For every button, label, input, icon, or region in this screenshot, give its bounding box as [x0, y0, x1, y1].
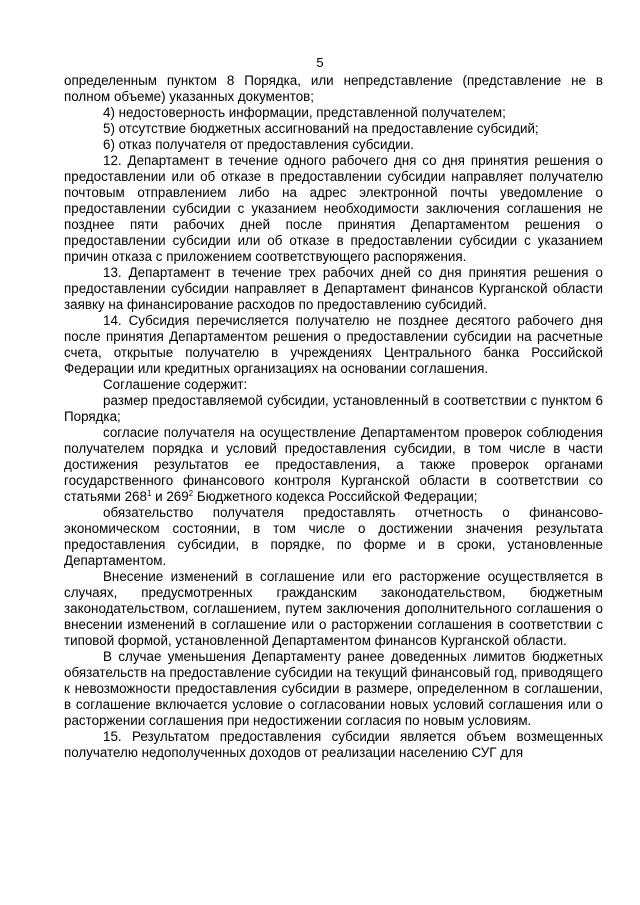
paragraph-clause-13: 13. Департамент в течение трех рабочих дней со дня принятия решения о предоставлении субсидии направляет в Департамент финансов Курганской области заявку на финансирование расходов по предоставлению субсидий.: [64, 265, 603, 312]
text-span: согласие получателя на осуществление Департаментом проверок соблюдения получателем порядка и условий предоставления субсидии, в том числе в части достижения результатов ее предоставления, а также проверок органами государственного финансового контроля Курганской области в соответствии со статьями 268: [64, 425, 603, 504]
paragraph: 6) отказ получателя от предоставления субсидии.: [103, 137, 414, 152]
paragraph: Внесение изменений в соглашение или его расторжение осуществляется в случаях, предусмотренных гражданским законодательством, бюджетным законодательством, соглашением, путем заключения дополнительного соглашения о внесении изменений в соглашение или о расторжении соглашения в соответствии с типовой формой, установленной Департаментом финансов Курганской области.: [64, 569, 603, 648]
paragraph: Соглашение содержит:: [103, 377, 248, 392]
document-body: [64, 73, 603, 761]
superscript: 2: [188, 489, 194, 498]
text-span: и 269: [151, 489, 189, 504]
paragraph: определенным пунктом 8 Порядка, или непредставление (представление не в полном объеме) указанных документов;: [64, 73, 603, 104]
page-number: 5: [316, 55, 324, 70]
paragraph: 5) отсутствие бюджетных ассигнований на предоставление субсидий;: [103, 121, 539, 136]
paragraph-clause-15: 15. Результатом предоставления субсидии является объем возмещенных получателю недополученных доходов от реализации населению СУГ для: [64, 729, 603, 760]
superscript: 1: [146, 489, 152, 498]
paragraph: 4) недостоверность информации, представленной получателем;: [103, 105, 506, 120]
text-span: Бюджетного кодекса Российской Федерации;: [193, 489, 478, 504]
paragraph-clause-14: 14. Субсидия перечисляется получателю не позднее десятого рабочего дня после принятия Департаментом решения о предоставлении субсидии на расчетные счета, открытые получателю в учреждениях Центрального банка Российской Федерации или кредитных организациях на основании соглашения.: [64, 313, 603, 376]
paragraph: В случае уменьшения Департаменту ранее доведенных лимитов бюджетных обязательств на предоставление субсидии на текущий финансовый год, приводящего к невозможности предоставления субсидии в размере, определенном в соглашении, в соглашение включается условие о согласовании новых условий соглашения или о расторжении соглашения при недостижении согласия по новым условиям.: [64, 649, 603, 728]
paragraph: обязательство получателя предоставлять отчетность о финансово-экономическом состоянии, в том числе о достижении значения результата предоставления субсидии, в порядке, по форме и в сроки, установленные Департаментом.: [64, 505, 603, 568]
paragraph-clause-12: 12. Департамент в течение одного рабочего дня со дня принятия решения о предоставлении или об отказе в предоставлении субсидии направляет получателю почтовым отправлением либо на адрес электронной почты уведомление о предоставлении субсидии с указанием необходимости заключения соглашения не позднее пяти рабочих дней после принятия Департаментом решения о предоставлении субсидии или об отказе в предоставлении субсидии с указанием причин отказа с приложением соответствующего распоряжения.: [64, 153, 603, 264]
paragraph: размер предоставляемой субсидии, установленный в соответствии с пунктом 6 Порядка;: [64, 393, 603, 424]
paragraph: [64, 425, 603, 505]
